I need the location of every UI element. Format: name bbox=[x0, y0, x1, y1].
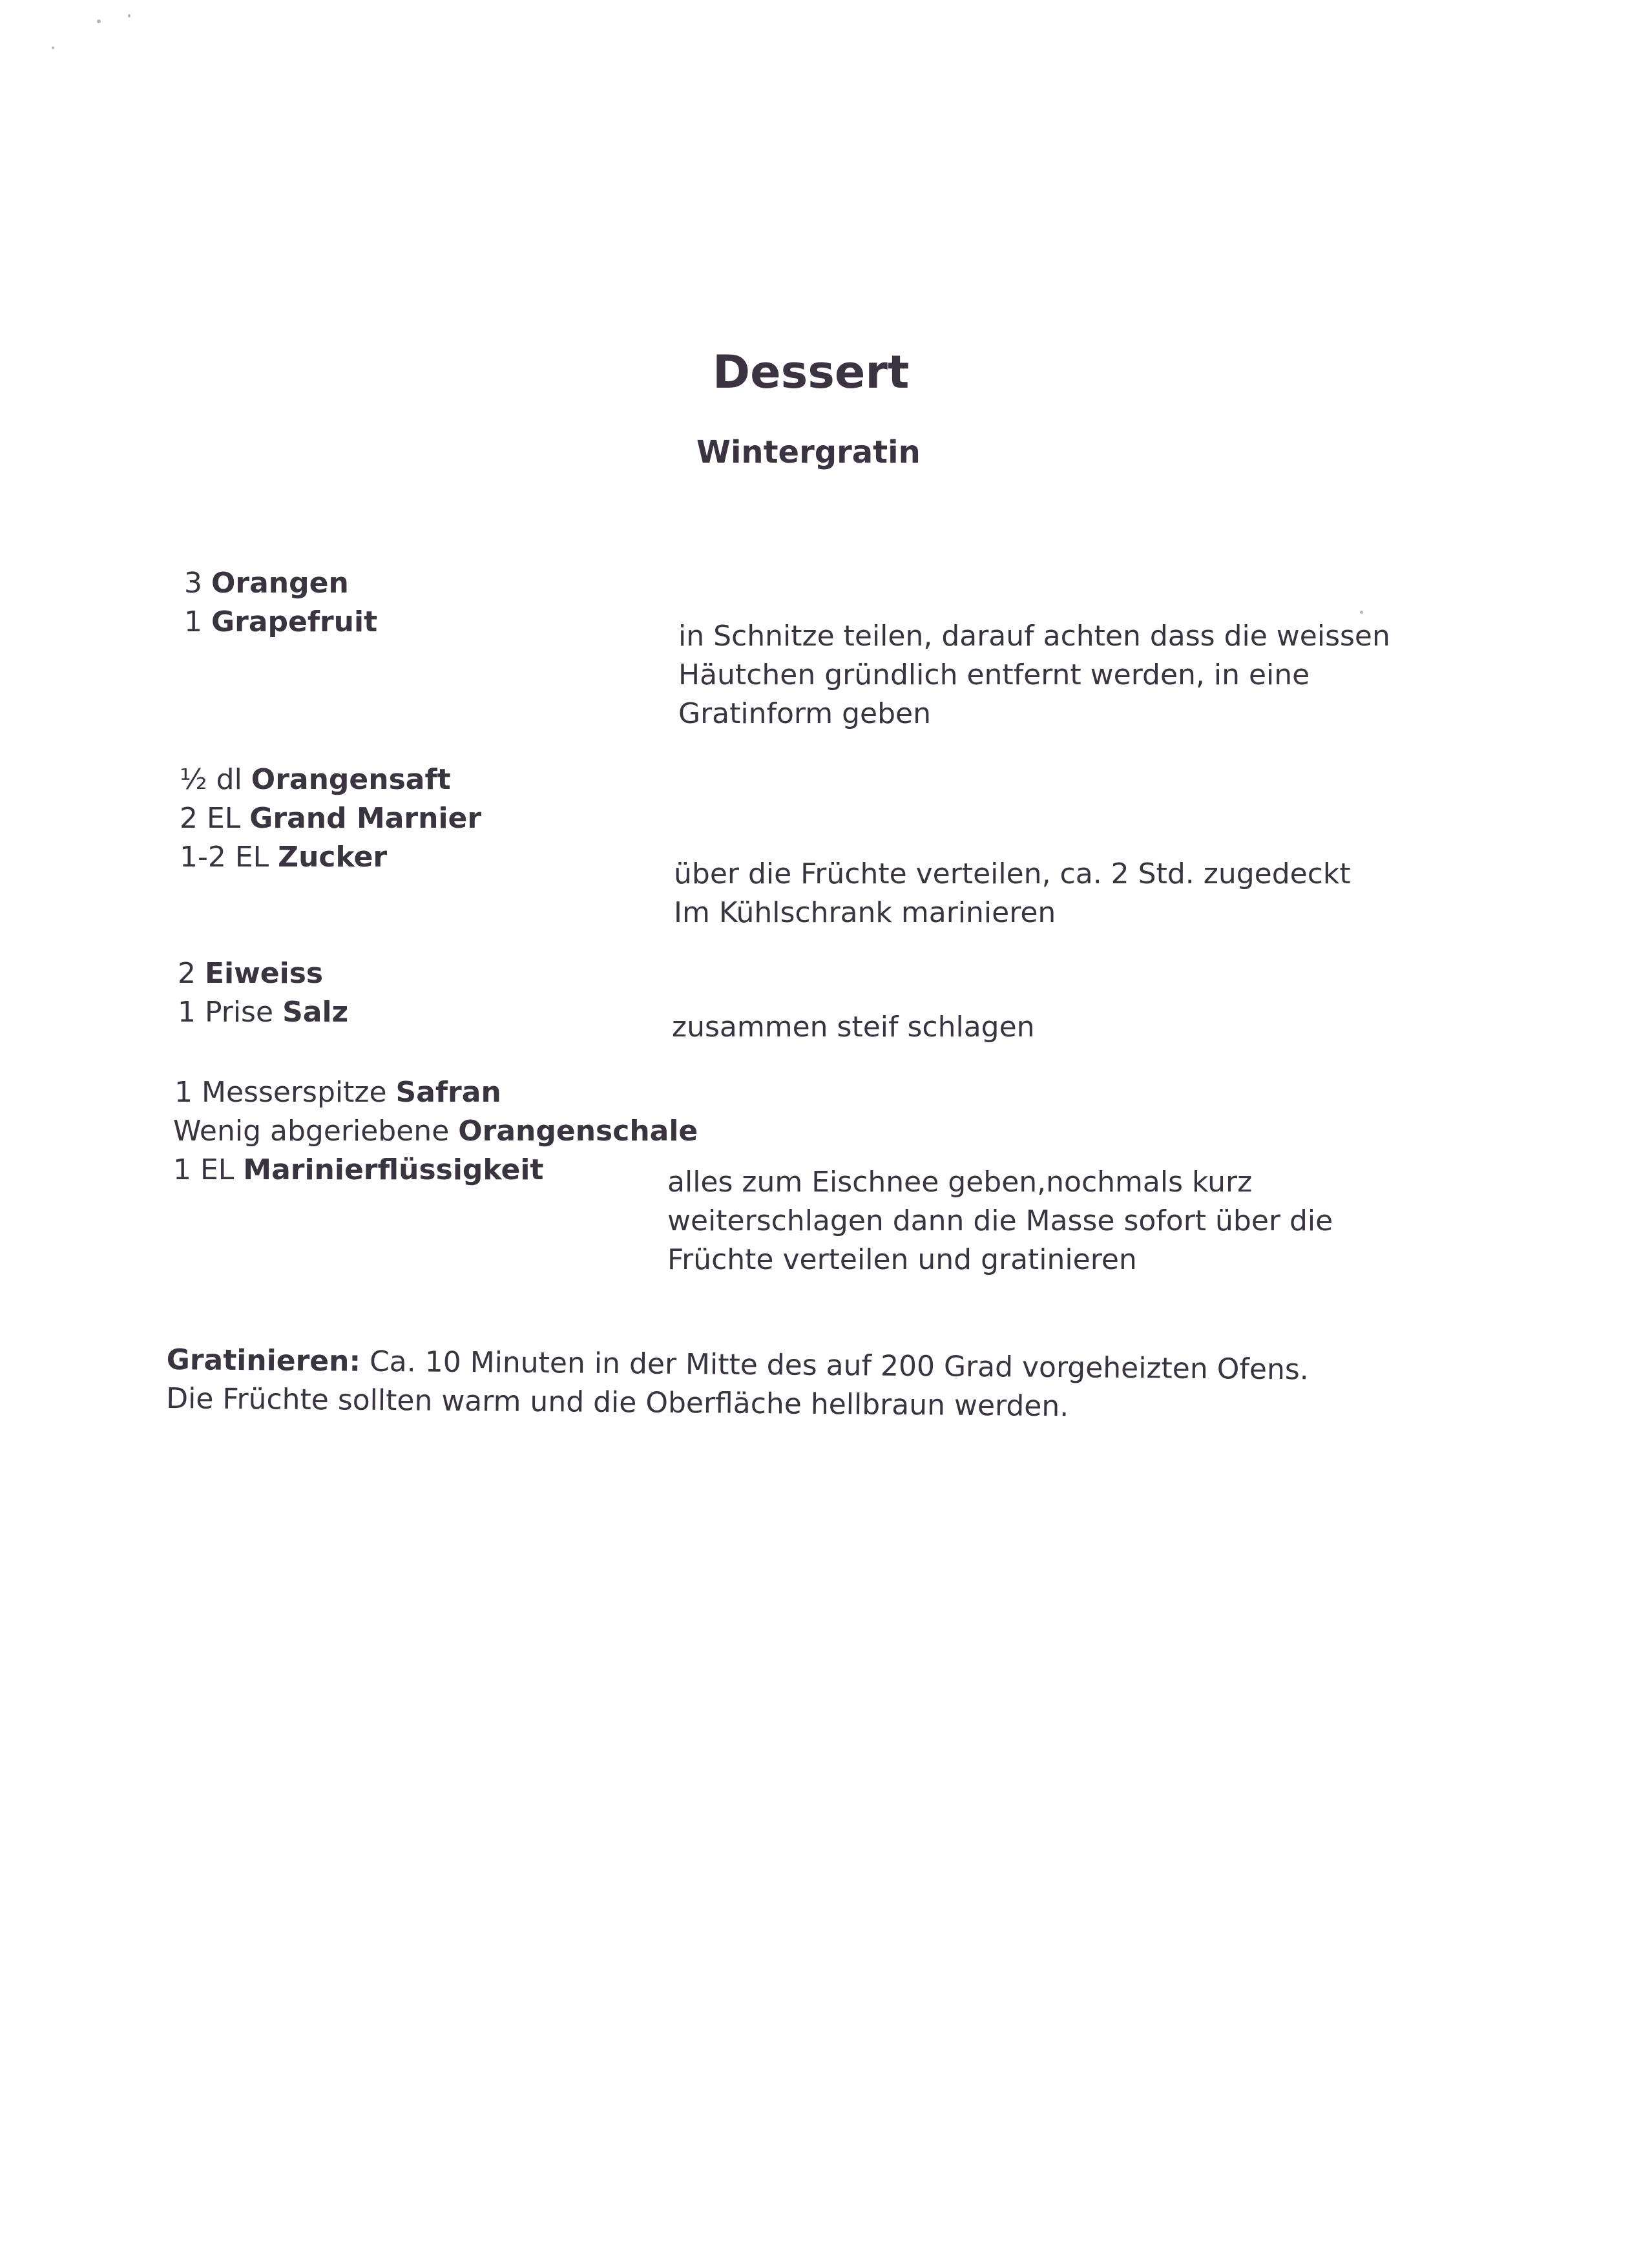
ingredient-amount: 3 bbox=[184, 567, 202, 600]
ingredient-amount: ½ dl bbox=[180, 763, 242, 796]
ingredient-amount: 2 EL bbox=[180, 802, 241, 835]
ingredient-name: Orangensaft bbox=[251, 763, 451, 796]
ingredient-name: Grand Marnier bbox=[249, 802, 482, 835]
gratin-note bbox=[166, 1341, 1317, 1429]
ingredient-line bbox=[180, 761, 451, 799]
instruction-line: Häutchen gründlich entfernt werden, in eine bbox=[678, 658, 1310, 691]
ingredient-line bbox=[180, 839, 387, 876]
ingredient-amount: 1-2 EL bbox=[180, 841, 269, 874]
ingredient-amount: 1 EL bbox=[173, 1153, 235, 1186]
ingredient-name: Marinierflüssigkeit bbox=[243, 1153, 544, 1186]
ingredient-name: Grapefruit bbox=[211, 605, 378, 638]
instruction-line: alles zum Eischnee geben,nochmals kurz bbox=[667, 1166, 1253, 1199]
recipe-category-title: Dessert bbox=[713, 346, 910, 399]
ingredient-name: Orangen bbox=[211, 567, 349, 600]
ingredient-line bbox=[180, 800, 481, 837]
scan-speck bbox=[1360, 611, 1363, 614]
scan-speck bbox=[128, 14, 130, 17]
ingredient-name: Eiweiss bbox=[205, 957, 324, 990]
recipe-name: Wintergratin bbox=[696, 434, 921, 470]
ingredient-name: Safran bbox=[395, 1076, 501, 1109]
instruction-line: Früchte verteilen und gratinieren bbox=[667, 1243, 1137, 1276]
ingredient-name: Zucker bbox=[278, 841, 388, 874]
ingredient-line bbox=[184, 565, 349, 602]
instruction-line: in Schnitze teilen, darauf achten dass die weissen bbox=[678, 620, 1390, 653]
ingredient-amount: Wenig abgeriebene bbox=[173, 1115, 450, 1148]
ingredient-line bbox=[178, 955, 323, 992]
ingredient-line bbox=[173, 1151, 543, 1189]
ingredient-amount: 1 Prise bbox=[178, 996, 274, 1029]
ingredient-line bbox=[178, 994, 348, 1031]
scan-speck bbox=[97, 19, 101, 23]
instruction-line: weiterschlagen dann die Masse sofort über die bbox=[667, 1204, 1333, 1237]
note-label: Gratinieren: bbox=[166, 1343, 361, 1378]
instruction-line: Gratinform geben bbox=[678, 697, 931, 730]
note-text: Ca. 10 Minuten in der Mitte des auf 200 Grad vorgeheizten Ofens. Die Früchte sollten warm und die Oberfläche hellbraun werden. bbox=[165, 1345, 1309, 1423]
ingredient-name: Salz bbox=[282, 996, 349, 1029]
ingredient-line bbox=[184, 604, 377, 641]
instruction-line: zusammen steif schlagen bbox=[672, 1011, 1035, 1044]
instruction-line: Im Kühlschrank marinieren bbox=[674, 896, 1056, 929]
instruction-line: über die Früchte verteilen, ca. 2 Std. zugedeckt bbox=[674, 857, 1351, 890]
ingredient-amount: 2 bbox=[178, 957, 196, 990]
ingredient-amount: 1 Messerspitze bbox=[174, 1076, 387, 1109]
ingredient-line bbox=[173, 1113, 698, 1150]
ingredient-name: Orangenschale bbox=[458, 1115, 698, 1148]
scan-speck bbox=[52, 47, 54, 49]
ingredient-amount: 1 bbox=[184, 605, 202, 638]
ingredient-line bbox=[174, 1074, 501, 1111]
